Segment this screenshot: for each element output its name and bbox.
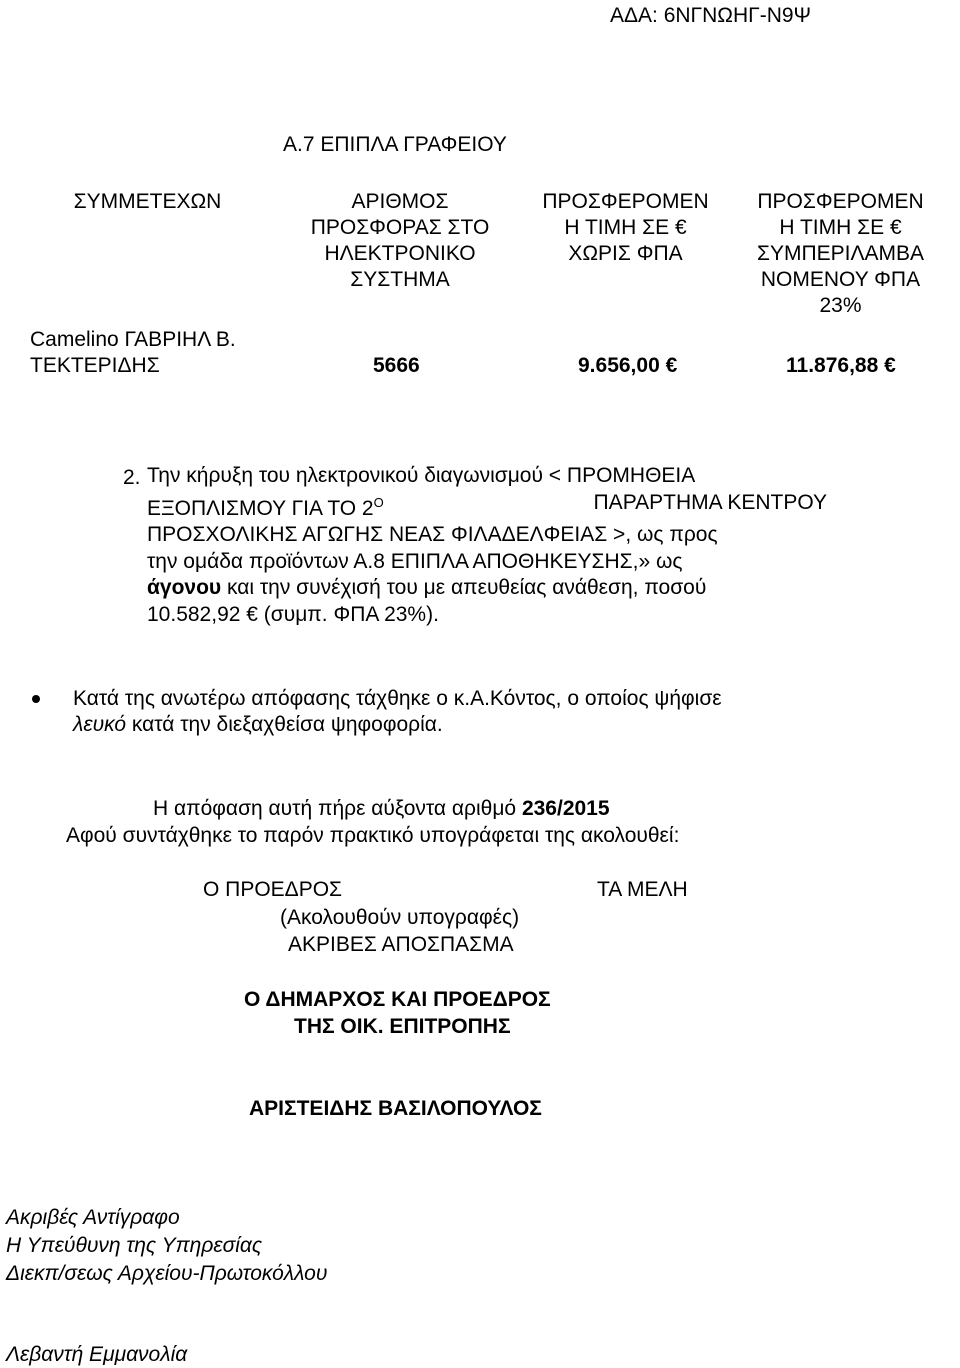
bullet-icon xyxy=(32,695,40,703)
item2-line: 10.582,92 € (συμπ. ΦΠΑ 23%). xyxy=(147,602,439,626)
footer-name: Λεβαντή Εμμανολία xyxy=(6,1343,188,1366)
header-line: ΑΡΙΘΜΟΣ xyxy=(351,190,449,213)
decision-line1 xyxy=(153,797,610,821)
footer-line2: Η Υπεύθυνη της Υπηρεσίας xyxy=(6,1234,263,1257)
header-line: ΠΡΟΣΦΕΡΟΜΕΝ xyxy=(542,190,709,213)
section-title: Α.7 ΕΠΙΠΛΑ ΓΡΑΦΕΙΟΥ xyxy=(283,133,507,156)
mayor-name: ΑΡΙΣΤΕΙΔΗΣ ΒΑΣΙΛΟΠΟΥΛΟΣ xyxy=(249,1097,542,1120)
item2-line2-start: ΕΞΟΠΛΙΣΜΟΥ ΓΙΑ ΤΟ 2 xyxy=(147,496,374,520)
price-with-vat: 11.876,88 € xyxy=(786,354,896,377)
decision-line2: Αφού συντάχθηκε το παρόν πρακτικό υπογράφεται της ακολουθεί: xyxy=(66,824,680,847)
vote-line2 xyxy=(73,713,443,737)
header-participant-line: ΣΥΜΜΕΤΕΧΩΝ xyxy=(73,190,222,213)
header-line: ΧΩΡΙΣ ΦΠΑ xyxy=(568,242,683,265)
mayor-title-line2: ΤΗΣ ΟΙΚ. ΕΠΙΤΡΟΠΗΣ xyxy=(294,1015,511,1038)
item2-line5-rest: και την συνέχισή του με απευθείας ανάθεση, ποσού xyxy=(221,576,707,599)
header-offer-number xyxy=(285,189,515,293)
mayor-title-line1: Ο ΔΗΜΑΡΧΟΣ ΚΑΙ ΠΡΟΕΔΡΟΣ xyxy=(244,988,551,1011)
participant-name-line1: Camelino ΓΑΒΡΙΗΛ Β. xyxy=(30,328,236,351)
vote-line1: Κατά της ανωτέρω απόφασης τάχθηκε ο κ.Α.Κόντος, ο οποίος ψήφισε xyxy=(73,687,722,710)
item2-line xyxy=(147,575,827,602)
item2-line: Την κήρυξη του ηλεκτρονικού διαγωνισμού < ΠΡΟΜΗΘΕΙΑ xyxy=(147,464,696,487)
offer-number: 5666 xyxy=(373,354,420,377)
header-line: ΣΥΜΠΕΡΙΛΑΜΒΑ xyxy=(756,242,925,265)
president-label: Ο ΠΡΟΕΔΡΟΣ xyxy=(203,878,343,901)
item2-line: ΠΡΟΣΧΟΛΙΚΗΣ ΑΓΩΓΗΣ ΝΕΑΣ ΦΙΛΑΔΕΛΦΕΙΑΣ >, ως προς xyxy=(147,523,718,546)
header-line: Η ΤΙΜΗ ΣΕ € xyxy=(564,216,687,239)
ada-code: ΑΔΑ: 6ΝΓΝΩΗΓ-Ν9Ψ xyxy=(610,4,812,27)
header-line: ΗΛΕΚΤΡΟΝΙΚΟ xyxy=(324,242,476,265)
header-line: ΣΥΣΤΗΜΑ xyxy=(350,268,450,291)
item2-number: 2. xyxy=(123,466,141,489)
vote-line2-rest: κατά την διεξαχθείσα ψηφοφορία. xyxy=(126,713,443,736)
header-line: 23% xyxy=(819,294,862,317)
item2-line2-rest: ΠΑΡΑΡΤΗΜΑ ΚΕΝΤΡΟΥ xyxy=(593,490,827,514)
participant-name-line2: ΤΕΚΤΕΡΙΔΗΣ xyxy=(30,354,160,377)
item2-superscript: Ο xyxy=(373,494,384,510)
header-line: ΝΟΜΕΝΟΥ ΦΠΑ xyxy=(760,268,921,291)
members-label: ΤΑ ΜΕΛΗ xyxy=(597,878,688,901)
header-participant xyxy=(30,189,265,215)
footer-line1: Ακριβές Αντίγραφο xyxy=(6,1206,180,1229)
exact-copy-label: ΑΚΡΙΒΕΣ ΑΠΟΣΠΑΣΜΑ xyxy=(288,933,514,956)
decision-prefix: Η απόφαση αυτή πήρε αύξοντα αριθμό xyxy=(153,797,522,820)
item2-barren-word: άγονου xyxy=(147,576,222,599)
item2-line: την ομάδα προϊόντων Α.8 ΕΠΙΠΛΑ ΑΠΟΘΗΚΕΥΣΗΣ,» ως xyxy=(147,549,683,573)
header-price-with-vat xyxy=(733,189,948,319)
footer-line3: Διεκπ/σεως Αρχείου-Πρωτοκόλλου xyxy=(6,1262,328,1285)
header-line: ΠΡΟΣΦΟΡΑΣ ΣΤΟ xyxy=(310,216,490,239)
vote-blank-word: λευκό xyxy=(73,713,127,736)
header-price-no-vat xyxy=(518,189,733,267)
header-line: ΠΡΟΣΦΕΡΟΜΕΝ xyxy=(757,190,924,213)
signatures-follow: (Ακολουθούν υπογραφές) xyxy=(280,906,520,929)
item2-line xyxy=(147,490,827,523)
price-no-vat: 9.656,00 € xyxy=(578,354,678,377)
header-line: Η ΤΙΜΗ ΣΕ € xyxy=(779,216,902,239)
decision-number: 236/2015 xyxy=(521,797,610,820)
item2-paragraph xyxy=(147,463,827,628)
